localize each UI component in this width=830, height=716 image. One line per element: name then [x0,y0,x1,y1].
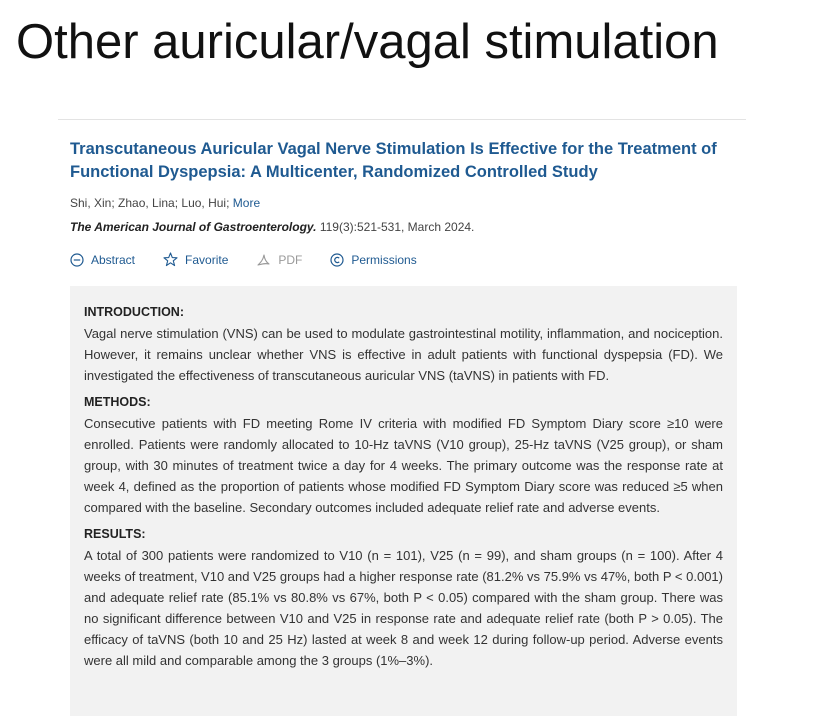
authors: Shi, Xin; Zhao, Lina; Luo, Hui; [70,196,230,210]
favorite-button[interactable] [163,252,228,267]
collapse-circle-icon [70,253,84,267]
divider [58,119,746,120]
section-heading-results: RESULTS: [84,527,146,541]
permissions-label: Permissions [351,252,417,267]
article-card [70,138,738,267]
article-title-link[interactable]: Transcutaneous Auricular Vagal Nerve Stimulation Is Effective for the Treatment of Functional Dyspepsia: A Multicenter, Randomized Controlled Study [70,140,717,181]
favorite-label: Favorite [185,252,229,267]
abstract-button[interactable] [70,253,135,267]
authors-line [70,195,738,211]
section-text-methods: Consecutive patients with FD meeting Rome IV criteria with modified FD Symptom Diary score ≥10 were enrolled. Patients were randomly allocated to 10-Hz taVNS (V10 group), 25-Hz taVNS (V25 group), or sham group, with 30 minutes of treatment twice a day for 4 weeks. The primary outcome was the response rate at week 4, defined as the proportion of patients whose modified FD Symptom Diary score was reduced ≥5 when compared with the baseline. Secondary outcomes included adequate relief rate and adverse events. [84,416,723,515]
citation-details: 119(3):521-531, March 2024. [316,220,475,234]
citation [70,219,738,235]
pdf-icon [256,253,271,267]
copyright-icon [330,253,344,267]
section-text-introduction: Vagal nerve stimulation (VNS) can be used to modulate gastrointestinal motility, inflammation, and nociception. However, it remains unclear whether VNS is effective in adult patients with functional dyspepsia (FD). We investigated the effectiveness of transcutaneous auricular VNS (taVNS) in patients with FD. [84,326,723,383]
section-heading-methods: METHODS: [84,395,151,409]
permissions-button[interactable] [330,253,416,267]
star-icon [163,252,178,267]
section-text-results: A total of 300 patients were randomized to V10 (n = 101), V25 (n = 99), and sham groups (n = 100). After 4 weeks of treatment, V10 and V25 groups had a higher response rate (81.2% vs 75.9% vs 47%, both P < 0.001) and adequate relief rate (85.1% vs 80.8% vs 67%, both P < 0.05) compared with the sham group. There was no significant difference between V10 and V25 in response rate and adequate relief rate (both P > 0.05). The efficacy of taVNS (both 10 and 25 Hz) lasted at week 8 and week 12 during follow-up period. Adverse events were all mild and comparable among the 3 groups (1%–3%). [84,548,723,668]
pdf-button[interactable] [256,253,302,267]
abstract-label: Abstract [91,252,136,267]
more-authors-link[interactable]: More [232,196,261,210]
journal-name: The American Journal of Gastroenterology. [70,220,317,234]
section-heading-introduction: INTRODUCTION: [84,305,184,319]
abstract-panel [70,286,737,716]
pdf-label: PDF [278,252,303,267]
article-actions [70,252,738,267]
slide-title: Other auricular/vagal stimulation [16,15,719,69]
